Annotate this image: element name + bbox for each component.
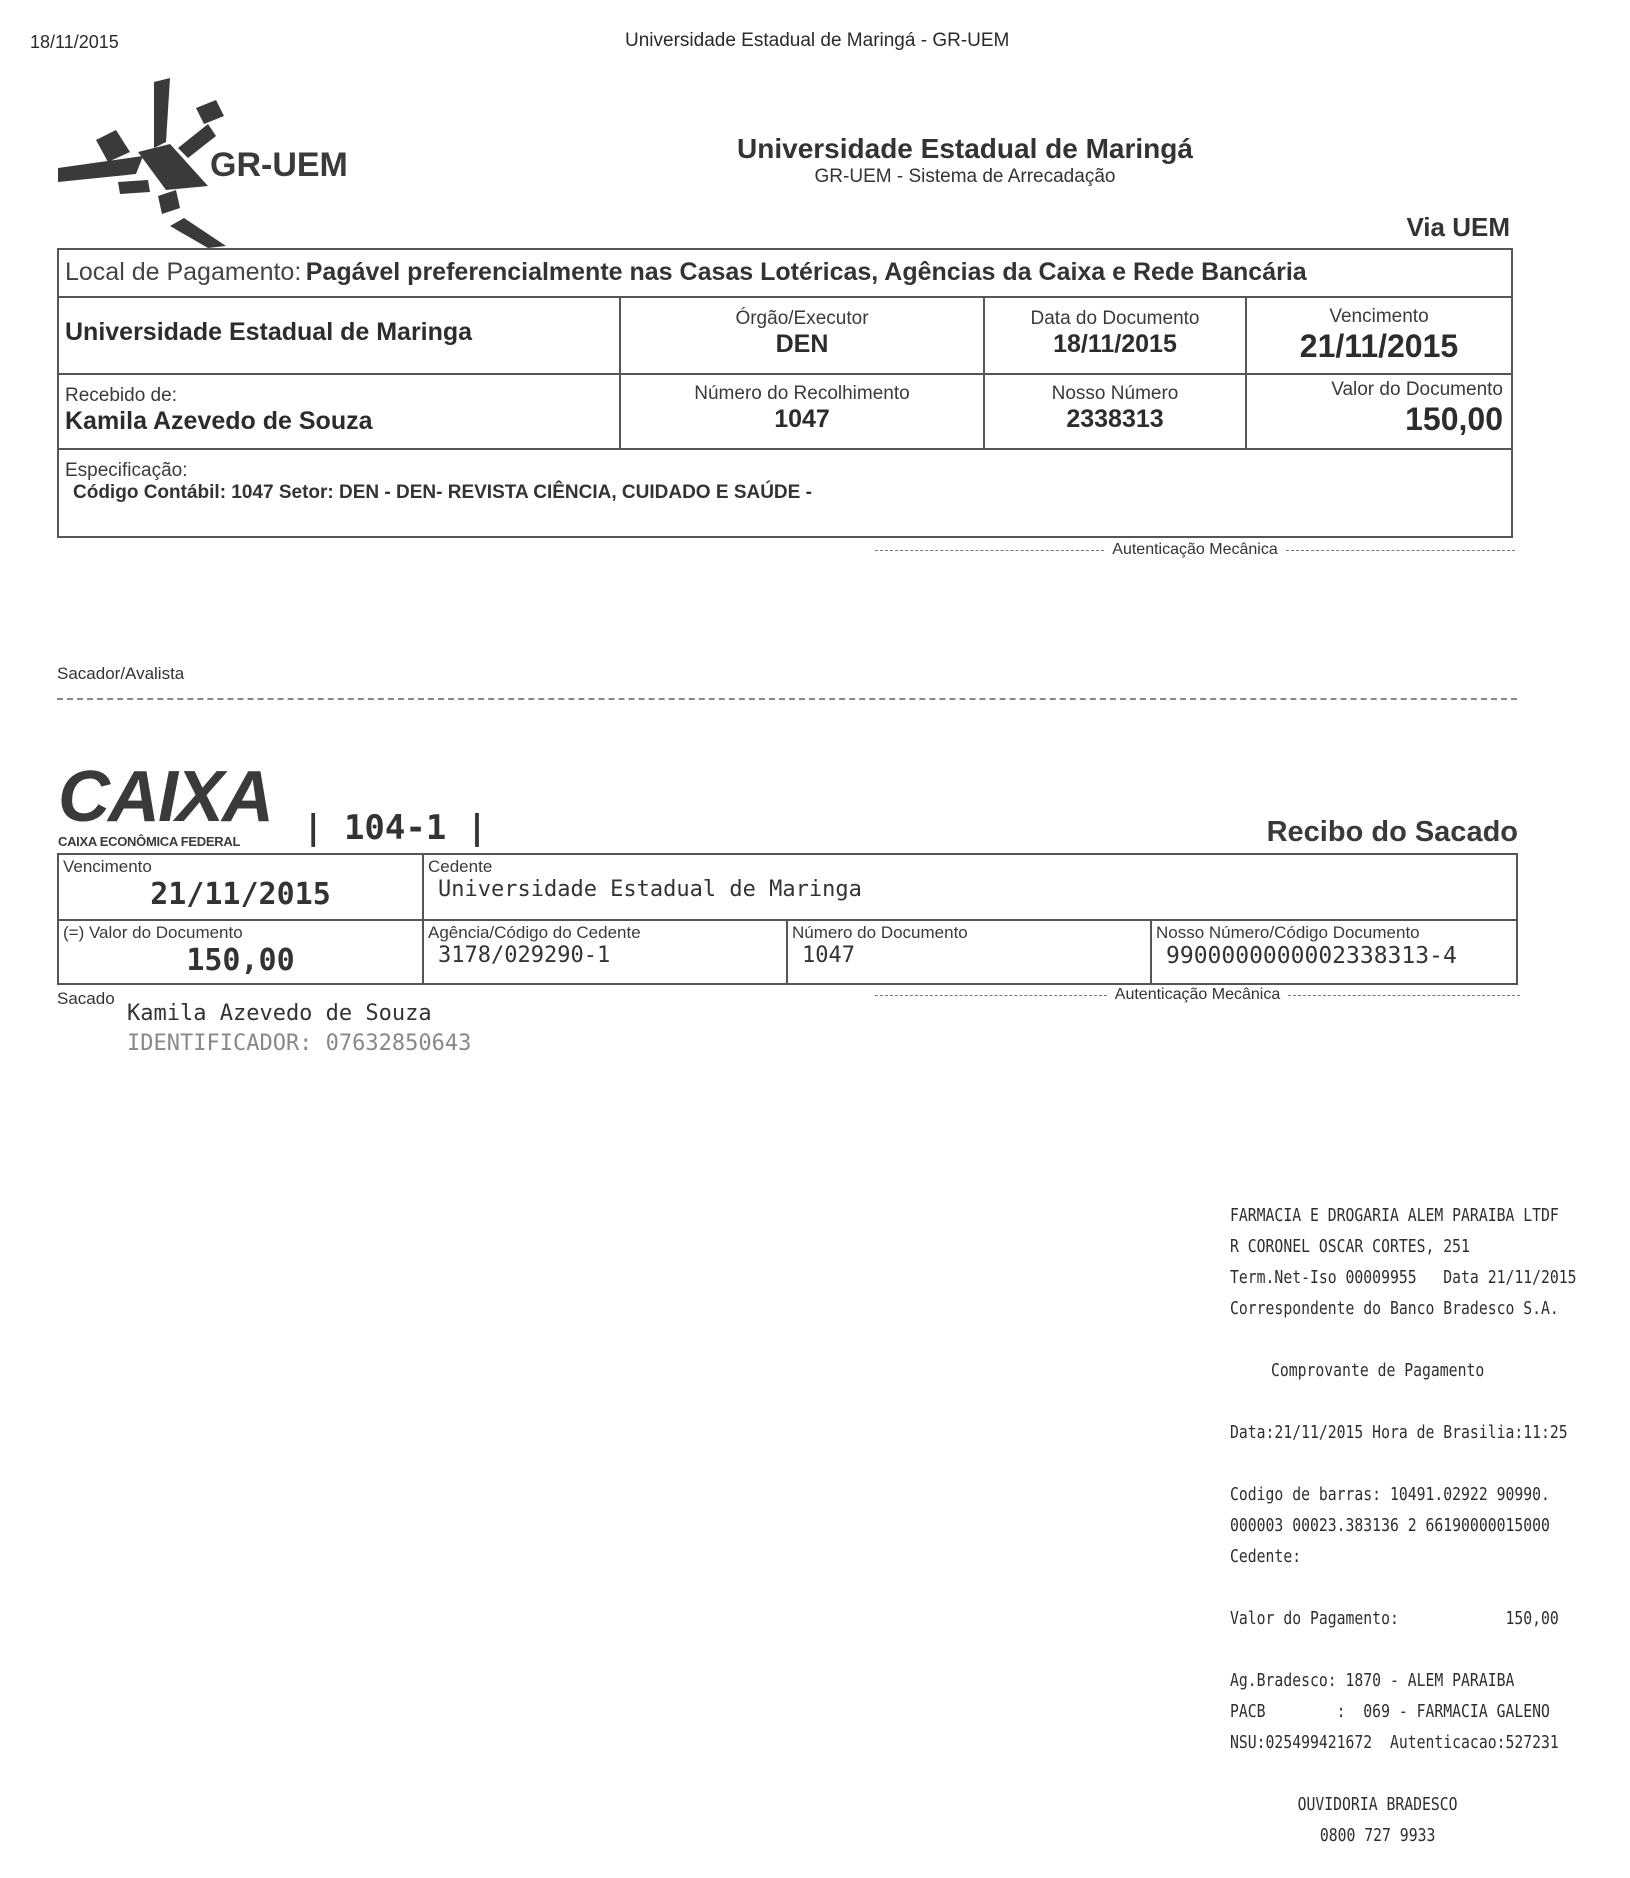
receipt-pacb: PACB : 069 - FARMACIA GALENO <box>1230 1701 1550 1722</box>
valor-documento-cell <box>1246 374 1512 449</box>
print-title: Universidade Estadual de Maringá - GR-UEM <box>625 30 1010 51</box>
caixa-nosso-numero-value: 9900000000002338313-4 <box>1166 943 1457 969</box>
caixa-agencia-cell <box>423 920 787 984</box>
print-date: 18/11/2015 <box>30 32 119 52</box>
especificacao-value: Código Contábil: 1047 Setor: DEN - DEN- REVISTA CIÊNCIA, CUIDADO E SAÚDE - <box>73 482 812 503</box>
receipt-correspondente: Correspondente do Banco Bradesco S.A. <box>1230 1298 1559 1319</box>
caixa-agencia-label: Agência/Código do Cedente <box>428 923 641 942</box>
caixa-vencimento-value: 21/11/2015 <box>150 877 331 912</box>
caixa-valor-value: 150,00 <box>186 943 295 978</box>
receipt-address: R CORONEL OSCAR CORTES, 251 <box>1230 1236 1470 1257</box>
receipt-barcode-line-1: Codigo de barras: 10491.02922 90990. <box>1230 1484 1550 1505</box>
especificacao-cell <box>58 449 1512 537</box>
university-name: Universidade Estadual de Maringa <box>65 318 473 346</box>
caixa-vencimento-label: Vencimento <box>63 857 152 876</box>
caixa-cedente-value: Universidade Estadual de Maringa <box>438 877 862 902</box>
valor-documento-label: Valor do Documento <box>1331 379 1503 400</box>
receipt-valor: Valor do Pagamento: 150,00 <box>1230 1608 1559 1629</box>
autenticacao-mecanica-1 <box>875 541 1515 559</box>
caixa-num-doc-label: Número do Documento <box>792 923 968 942</box>
payment-receipt <box>1230 1200 1577 1851</box>
nosso-numero-value: 2338313 <box>1066 405 1164 433</box>
receipt-nsu: NSU:025499421672 Autenticacao:527231 <box>1230 1732 1559 1753</box>
caixa-vencimento-cell <box>58 854 423 920</box>
vencimento-label: Vencimento <box>1329 306 1429 327</box>
recolhimento-label: Número do Recolhimento <box>694 383 910 404</box>
local-pagamento-label: Local de Pagamento: <box>65 258 302 286</box>
caixa-valor-label: (=) Valor do Documento <box>63 923 243 942</box>
sacado-label: Sacado <box>57 989 115 1008</box>
cut-separator <box>57 698 1517 700</box>
receipt-barcode-line-2: 000003 00023.383136 2 66190000015000 <box>1230 1515 1550 1536</box>
vencimento-value: 21/11/2015 <box>1299 328 1459 364</box>
caixa-nosso-numero-label: Nosso Número/Código Documento <box>1156 923 1420 942</box>
org-name: Universidade Estadual de Maringá <box>737 133 1193 164</box>
caixa-cedente-label: Cedente <box>428 857 493 876</box>
recolhimento-value: 1047 <box>774 405 830 433</box>
sacador-avalista-label: Sacador/Avalista <box>57 664 185 683</box>
orgao-label: Órgão/Executor <box>735 308 869 329</box>
org-subtitle: GR-UEM - Sistema de Arrecadação <box>814 166 1116 187</box>
data-documento-label: Data do Documento <box>1030 308 1200 329</box>
receipt-cedente: Cedente: <box>1230 1546 1302 1567</box>
gr-uem-form <box>57 248 1513 538</box>
data-documento-cell <box>984 297 1246 374</box>
receipt-agencia: Ag.Bradesco: 1870 - ALEM PARAIBA <box>1230 1670 1515 1691</box>
bank-code: | 104-1 | <box>303 808 488 848</box>
autenticacao-label-1: Autenticação Mecânica <box>1112 541 1278 558</box>
caixa-logo-word: CAIXA <box>58 757 273 837</box>
caixa-valor-cell <box>58 920 423 984</box>
orgao-cell <box>620 297 984 374</box>
caixa-cedente-cell <box>423 854 1517 920</box>
receipt-data-hora: Data:21/11/2015 Hora de Brasilia:11:25 <box>1230 1422 1568 1443</box>
receipt-store: FARMACIA E DROGARIA ALEM PARAIBA LTDF <box>1230 1205 1559 1226</box>
recebido-value: Kamila Azevedo de Souza <box>65 407 373 435</box>
local-pagamento-value: Pagável preferencialmente nas Casas Lotéricas, Agências da Caixa e Rede Bancária <box>305 258 1307 286</box>
valor-documento-value: 150,00 <box>1405 401 1503 437</box>
receipt-ouvidoria: OUVIDORIA BRADESCO <box>1297 1794 1458 1815</box>
recibo-title: Recibo do Sacado <box>1266 816 1518 848</box>
receipt-phone: 0800 727 9933 <box>1319 1825 1436 1846</box>
caixa-num-doc-value: 1047 <box>802 943 855 968</box>
caixa-logo <box>58 757 288 852</box>
gr-uem-logo-text: GR-UEM <box>210 146 348 184</box>
local-pagamento-cell <box>58 249 1512 297</box>
data-documento-value: 18/11/2015 <box>1053 330 1177 358</box>
recebido-label: Recebido de: <box>65 385 177 406</box>
orgao-value: DEN <box>775 330 829 358</box>
university-cell <box>58 297 620 374</box>
especificacao-label: Especificação: <box>65 460 188 481</box>
caixa-agencia-value: 3178/029290-1 <box>438 943 611 968</box>
caixa-num-doc-cell <box>787 920 1151 984</box>
caixa-receipt-form <box>57 853 1518 985</box>
sacado-identificador: IDENTIFICADOR: 07632850643 <box>127 1031 472 1056</box>
receipt-comprovante: Comprovante de Pagamento <box>1270 1360 1485 1381</box>
nosso-numero-label: Nosso Número <box>1051 383 1179 404</box>
receipt-terminal: Term.Net-Iso 00009955 Data 21/11/2015 <box>1230 1267 1577 1288</box>
autenticacao-label-2: Autenticação Mecânica <box>1114 986 1281 1003</box>
sacado-name: Kamila Azevedo de Souza <box>127 1001 432 1026</box>
via-label: Via UEM <box>1406 212 1510 242</box>
nosso-numero-cell <box>984 374 1246 449</box>
recebido-cell <box>58 374 620 449</box>
autenticacao-mecanica-2 <box>875 986 1520 1004</box>
caixa-nosso-numero-cell <box>1151 920 1517 984</box>
recolhimento-cell <box>620 374 984 449</box>
vencimento-cell <box>1246 297 1512 374</box>
caixa-logo-subtitle: CAIXA ECONÔMICA FEDERAL <box>58 834 241 849</box>
